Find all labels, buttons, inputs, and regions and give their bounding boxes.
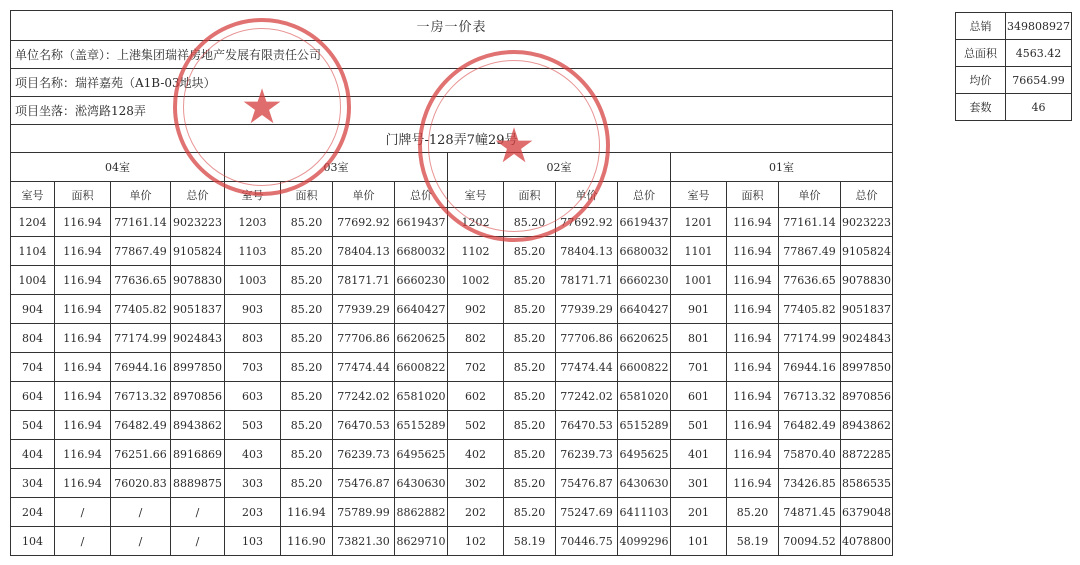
table-cell: 116.94	[55, 208, 111, 237]
table-cell: 73821.30	[333, 527, 395, 556]
column-header: 室号	[448, 182, 504, 208]
table-cell: 402	[448, 440, 504, 469]
table-cell: 103	[225, 527, 281, 556]
table-cell: /	[171, 498, 225, 527]
project-location: 项目坐落：淞湾路128弄	[11, 97, 893, 125]
summary-value: 46	[1006, 94, 1072, 121]
table-cell: 78171.71	[556, 266, 618, 295]
column-header: 总价	[618, 182, 671, 208]
table-cell: 77867.49	[111, 237, 171, 266]
table-cell: 85.20	[504, 266, 556, 295]
column-header: 室号	[671, 182, 727, 208]
table-cell: 6640427	[618, 295, 671, 324]
table-cell: 304	[11, 469, 55, 498]
table-cell: 75247.69	[556, 498, 618, 527]
table-cell: 77242.02	[333, 382, 395, 411]
table-cell: 77405.82	[111, 295, 171, 324]
column-header: 单价	[333, 182, 395, 208]
table-cell: 116.94	[727, 440, 779, 469]
table-cell: 85.20	[504, 324, 556, 353]
column-header: 总价	[395, 182, 448, 208]
star-icon: ★	[492, 118, 536, 174]
table-cell: 75789.99	[333, 498, 395, 527]
document-title: 一房一价表	[11, 11, 893, 41]
table-cell: 116.94	[727, 382, 779, 411]
table-cell: 85.20	[281, 411, 333, 440]
room-group-header: 02室	[448, 153, 671, 182]
table-cell: 76944.16	[779, 353, 841, 382]
table-cell: 76470.53	[333, 411, 395, 440]
table-cell: 85.20	[281, 266, 333, 295]
table-cell: /	[55, 527, 111, 556]
table-cell: 76239.73	[556, 440, 618, 469]
star-icon: ★	[240, 79, 284, 135]
table-cell: 76239.73	[333, 440, 395, 469]
table-cell: 75476.87	[556, 469, 618, 498]
price-list-document	[10, 10, 892, 565]
table-cell: 8872285	[841, 440, 893, 469]
table-cell: 303	[225, 469, 281, 498]
table-cell: 77939.29	[556, 295, 618, 324]
table-cell: 78171.71	[333, 266, 395, 295]
table-cell: /	[171, 527, 225, 556]
table-cell: 85.20	[281, 208, 333, 237]
table-cell: 116.94	[55, 295, 111, 324]
table-cell: 77161.14	[779, 208, 841, 237]
table-cell: 77474.44	[556, 353, 618, 382]
table-cell: 85.20	[504, 469, 556, 498]
door-number: 门牌号-128弄7幢29号	[11, 125, 893, 153]
table-cell: 116.94	[55, 469, 111, 498]
table-cell: 6581020	[618, 382, 671, 411]
table-cell: 85.20	[504, 411, 556, 440]
table-cell: 8629710	[395, 527, 448, 556]
table-cell: 904	[11, 295, 55, 324]
table-cell: 70446.75	[556, 527, 618, 556]
table-cell: 204	[11, 498, 55, 527]
summary-box	[955, 12, 1071, 121]
summary-row	[956, 67, 1072, 94]
table-row	[11, 498, 893, 527]
table-cell: 74871.45	[779, 498, 841, 527]
table-cell: 1003	[225, 266, 281, 295]
table-cell: 6619437	[395, 208, 448, 237]
table-cell: 116.94	[55, 266, 111, 295]
table-row	[11, 382, 893, 411]
summary-table	[955, 12, 1072, 121]
table-cell: 6430630	[395, 469, 448, 498]
table-cell: 78404.13	[333, 237, 395, 266]
table-cell: 9105824	[171, 237, 225, 266]
table-cell: 85.20	[504, 208, 556, 237]
table-cell: 802	[448, 324, 504, 353]
table-cell: 6680032	[395, 237, 448, 266]
table-cell: 77706.86	[333, 324, 395, 353]
room-group-header: 04室	[11, 153, 225, 182]
table-cell: 1002	[448, 266, 504, 295]
summary-value: 349808927	[1006, 13, 1072, 40]
table-cell: 403	[225, 440, 281, 469]
table-cell: 76482.49	[111, 411, 171, 440]
table-cell: 501	[671, 411, 727, 440]
unit-name: 单位名称（盖章）：上港集团瑞祥房地产发展有限责任公司	[11, 41, 893, 69]
table-cell: 901	[671, 295, 727, 324]
table-cell: 85.20	[281, 295, 333, 324]
table-cell: 116.94	[727, 266, 779, 295]
table-cell: 6660230	[395, 266, 448, 295]
table-cell: 1202	[448, 208, 504, 237]
table-cell: 76944.16	[111, 353, 171, 382]
summary-label: 总销	[956, 13, 1006, 40]
table-cell: 9051837	[171, 295, 225, 324]
table-cell: 70094.52	[779, 527, 841, 556]
table-row	[11, 237, 893, 266]
project-name: 项目名称：瑞祥嘉苑（A1B-03地块）	[11, 69, 893, 97]
table-cell: 77242.02	[556, 382, 618, 411]
table-cell: 116.94	[727, 208, 779, 237]
table-cell: 77692.92	[333, 208, 395, 237]
table-cell: 75870.40	[779, 440, 841, 469]
table-cell: 6620625	[395, 324, 448, 353]
table-cell: 8943862	[841, 411, 893, 440]
table-cell: 116.94	[727, 324, 779, 353]
table-cell: 6680032	[618, 237, 671, 266]
table-cell: 804	[11, 324, 55, 353]
table-cell: 85.20	[281, 469, 333, 498]
table-cell: 603	[225, 382, 281, 411]
table-cell: 401	[671, 440, 727, 469]
table-cell: 8862882	[395, 498, 448, 527]
table-cell: 116.94	[55, 237, 111, 266]
table-cell: 1104	[11, 237, 55, 266]
table-cell: 77405.82	[779, 295, 841, 324]
table-cell: 77939.29	[333, 295, 395, 324]
table-cell: 85.20	[281, 353, 333, 382]
table-cell: 9078830	[171, 266, 225, 295]
table-cell: 77636.65	[111, 266, 171, 295]
table-cell: 9105824	[841, 237, 893, 266]
table-cell: 116.94	[727, 237, 779, 266]
table-cell: 9023223	[841, 208, 893, 237]
table-cell: 6411103	[618, 498, 671, 527]
table-cell: 102	[448, 527, 504, 556]
table-cell: 1201	[671, 208, 727, 237]
table-cell: 77692.92	[556, 208, 618, 237]
table-cell: 73426.85	[779, 469, 841, 498]
table-cell: 85.20	[504, 498, 556, 527]
price-table	[10, 10, 893, 556]
column-header: 面积	[55, 182, 111, 208]
table-cell: 8943862	[171, 411, 225, 440]
table-cell: 701	[671, 353, 727, 382]
table-cell: 8997850	[841, 353, 893, 382]
table-cell: 116.94	[727, 353, 779, 382]
table-cell: 75476.87	[333, 469, 395, 498]
table-cell: 703	[225, 353, 281, 382]
summary-label: 均价	[956, 67, 1006, 94]
table-cell: 58.19	[504, 527, 556, 556]
column-header: 单价	[556, 182, 618, 208]
table-cell: 77867.49	[779, 237, 841, 266]
table-cell: 6600822	[618, 353, 671, 382]
table-cell: 104	[11, 527, 55, 556]
table-row	[11, 469, 893, 498]
table-cell: 201	[671, 498, 727, 527]
table-cell: 77174.99	[111, 324, 171, 353]
column-header: 总价	[171, 182, 225, 208]
room-group-header: 03室	[225, 153, 448, 182]
table-cell: 76470.53	[556, 411, 618, 440]
table-cell: 8997850	[171, 353, 225, 382]
table-cell: 9078830	[841, 266, 893, 295]
table-cell: 76251.66	[111, 440, 171, 469]
table-cell: 1004	[11, 266, 55, 295]
table-cell: 116.94	[55, 382, 111, 411]
table-cell: 85.20	[281, 237, 333, 266]
column-header: 室号	[11, 182, 55, 208]
table-cell: 116.94	[727, 469, 779, 498]
table-cell: 116.94	[55, 440, 111, 469]
table-cell: 1102	[448, 237, 504, 266]
table-cell: 801	[671, 324, 727, 353]
summary-label: 套数	[956, 94, 1006, 121]
summary-row	[956, 94, 1072, 121]
table-cell: 6515289	[395, 411, 448, 440]
table-cell: 77706.86	[556, 324, 618, 353]
table-cell: 85.20	[504, 295, 556, 324]
column-header: 单价	[779, 182, 841, 208]
table-cell: 58.19	[727, 527, 779, 556]
table-row	[11, 411, 893, 440]
table-cell: 8889875	[171, 469, 225, 498]
table-cell: 8970856	[171, 382, 225, 411]
table-cell: 6620625	[618, 324, 671, 353]
table-cell: 4099296	[618, 527, 671, 556]
table-cell: 77174.99	[779, 324, 841, 353]
table-row	[11, 353, 893, 382]
table-cell: 116.94	[55, 411, 111, 440]
table-cell: 8916869	[171, 440, 225, 469]
table-row	[11, 295, 893, 324]
table-cell: /	[55, 498, 111, 527]
summary-row	[956, 13, 1072, 40]
table-cell: 8970856	[841, 382, 893, 411]
table-cell: 1001	[671, 266, 727, 295]
table-cell: 85.20	[281, 324, 333, 353]
column-header: 室号	[225, 182, 281, 208]
table-cell: 85.20	[504, 237, 556, 266]
table-cell: 903	[225, 295, 281, 324]
table-cell: 502	[448, 411, 504, 440]
room-group-header: 01室	[671, 153, 893, 182]
table-cell: 9024843	[171, 324, 225, 353]
table-cell: /	[111, 527, 171, 556]
table-cell: 85.20	[504, 353, 556, 382]
column-header: 面积	[504, 182, 556, 208]
table-row	[11, 266, 893, 295]
table-cell: 76713.32	[111, 382, 171, 411]
table-cell: 6600822	[395, 353, 448, 382]
table-cell: 85.20	[504, 440, 556, 469]
table-row	[11, 527, 893, 556]
table-cell: 6495625	[618, 440, 671, 469]
table-cell: /	[111, 498, 171, 527]
column-header: 面积	[727, 182, 779, 208]
summary-label: 总面积	[956, 40, 1006, 67]
table-cell: 6495625	[395, 440, 448, 469]
table-cell: 76482.49	[779, 411, 841, 440]
table-cell: 85.20	[281, 440, 333, 469]
table-cell: 6379048	[841, 498, 893, 527]
table-cell: 6430630	[618, 469, 671, 498]
table-cell: 8586535	[841, 469, 893, 498]
table-cell: 1101	[671, 237, 727, 266]
table-cell: 1204	[11, 208, 55, 237]
table-cell: 85.20	[727, 498, 779, 527]
table-cell: 302	[448, 469, 504, 498]
table-cell: 77636.65	[779, 266, 841, 295]
table-cell: 77161.14	[111, 208, 171, 237]
table-cell: 77474.44	[333, 353, 395, 382]
table-cell: 85.20	[281, 382, 333, 411]
table-cell: 101	[671, 527, 727, 556]
table-cell: 1203	[225, 208, 281, 237]
table-cell: 803	[225, 324, 281, 353]
table-cell: 76020.83	[111, 469, 171, 498]
table-cell: 6515289	[618, 411, 671, 440]
table-cell: 602	[448, 382, 504, 411]
table-cell: 116.94	[55, 353, 111, 382]
table-cell: 6660230	[618, 266, 671, 295]
table-cell: 702	[448, 353, 504, 382]
table-cell: 902	[448, 295, 504, 324]
table-cell: 601	[671, 382, 727, 411]
column-header: 总价	[841, 182, 893, 208]
table-cell: 6640427	[395, 295, 448, 324]
table-cell: 6581020	[395, 382, 448, 411]
table-cell: 404	[11, 440, 55, 469]
table-cell: 503	[225, 411, 281, 440]
table-cell: 9051837	[841, 295, 893, 324]
summary-value: 76654.99	[1006, 67, 1072, 94]
summary-row	[956, 40, 1072, 67]
table-cell: 78404.13	[556, 237, 618, 266]
table-cell: 604	[11, 382, 55, 411]
table-cell: 704	[11, 353, 55, 382]
table-cell: 116.94	[281, 498, 333, 527]
table-cell: 116.94	[727, 411, 779, 440]
table-cell: 504	[11, 411, 55, 440]
table-cell: 203	[225, 498, 281, 527]
table-cell: 116.94	[55, 324, 111, 353]
table-row	[11, 208, 893, 237]
table-cell: 202	[448, 498, 504, 527]
summary-value: 4563.42	[1006, 40, 1072, 67]
table-cell: 1103	[225, 237, 281, 266]
table-cell: 116.94	[727, 295, 779, 324]
table-row	[11, 440, 893, 469]
table-cell: 9024843	[841, 324, 893, 353]
table-cell: 9023223	[171, 208, 225, 237]
table-cell: 6619437	[618, 208, 671, 237]
table-cell: 301	[671, 469, 727, 498]
table-row	[11, 324, 893, 353]
table-cell: 76713.32	[779, 382, 841, 411]
table-cell: 85.20	[504, 382, 556, 411]
table-cell: 4078800	[841, 527, 893, 556]
column-header: 面积	[281, 182, 333, 208]
column-header: 单价	[111, 182, 171, 208]
table-cell: 116.90	[281, 527, 333, 556]
